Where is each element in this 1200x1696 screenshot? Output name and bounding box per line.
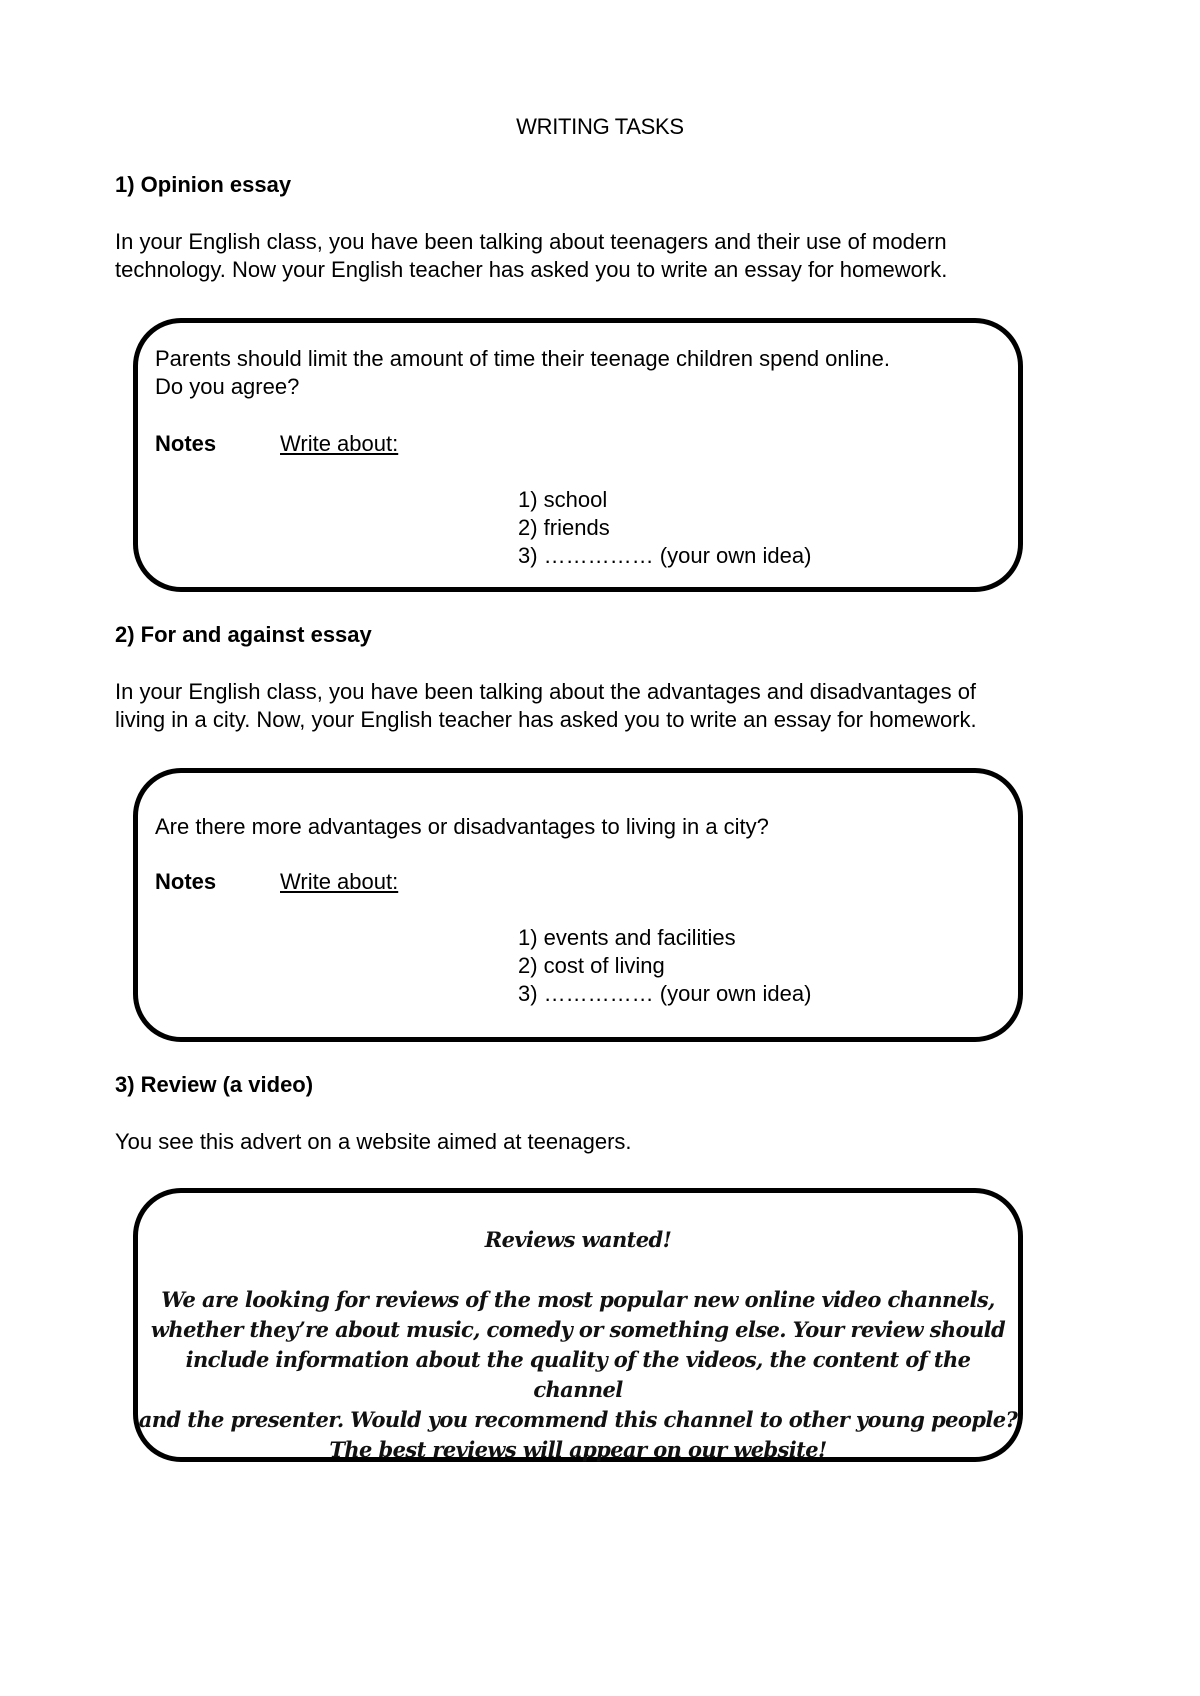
section-intro-for-and-against-essay — [115, 678, 1095, 734]
task-box-for-and-against-essay — [133, 768, 1023, 1042]
intro-line: In your English class, you have been talking about teenagers and their use of modern — [115, 229, 947, 254]
section-heading-opinion-essay: 1) Opinion essay — [115, 172, 292, 197]
list-item: 2) cost of living — [518, 953, 665, 978]
list-item: 1) events and facilities — [518, 925, 736, 950]
advert-body — [138, 1285, 1018, 1465]
task-prompt — [155, 345, 890, 401]
advert-box — [133, 1188, 1023, 1462]
section-intro-review: You see this advert on a website aimed at teenagers. — [115, 1129, 632, 1154]
advert-line: and the presenter. Would you recommend this channel to other young people? — [138, 1407, 1018, 1432]
section-intro-opinion-essay — [115, 228, 1095, 284]
task-prompt — [155, 813, 769, 841]
intro-line: In your English class, you have been talking about the advantages and disadvantages of — [115, 679, 977, 704]
notes-label: Notes — [155, 869, 217, 894]
notes-list — [518, 924, 811, 1008]
notes-list — [518, 486, 811, 570]
list-item: 1) school — [518, 487, 608, 512]
advert-line: include information about the quality of the videos, the content of the channel — [185, 1347, 971, 1402]
page-title: WRITING TASKS — [516, 114, 684, 139]
intro-line: technology. Now your English teacher has asked you to write an essay for homework. — [115, 257, 948, 282]
advert-title: Reviews wanted! — [484, 1227, 672, 1252]
section-heading-review: 3) Review (a video) — [115, 1072, 314, 1097]
prompt-line: Parents should limit the amount of time their teenage children spend online. — [155, 346, 890, 371]
write-about-label: Write about: — [280, 869, 399, 894]
list-item: 3) …………… (your own idea) — [518, 981, 812, 1006]
advert-line: The best reviews will appear on our website! — [329, 1437, 827, 1462]
list-item: 3) …………… (your own idea) — [518, 543, 812, 568]
prompt-line: Are there more advantages or disadvantages to living in a city? — [155, 814, 769, 839]
advert-line: We are looking for reviews of the most popular new online video channels, — [161, 1287, 995, 1312]
list-item: 2) friends — [518, 515, 610, 540]
write-about-label: Write about: — [280, 431, 399, 456]
advert-line: whether they’re about music, comedy or something else. Your review should — [150, 1317, 1006, 1342]
task-box-opinion-essay — [133, 318, 1023, 592]
notes-label: Notes — [155, 431, 217, 456]
section-heading-for-and-against-essay: 2) For and against essay — [115, 622, 372, 647]
prompt-line: Do you agree? — [155, 374, 300, 399]
intro-line: living in a city. Now, your English teacher has asked you to write an essay for homework. — [115, 707, 977, 732]
